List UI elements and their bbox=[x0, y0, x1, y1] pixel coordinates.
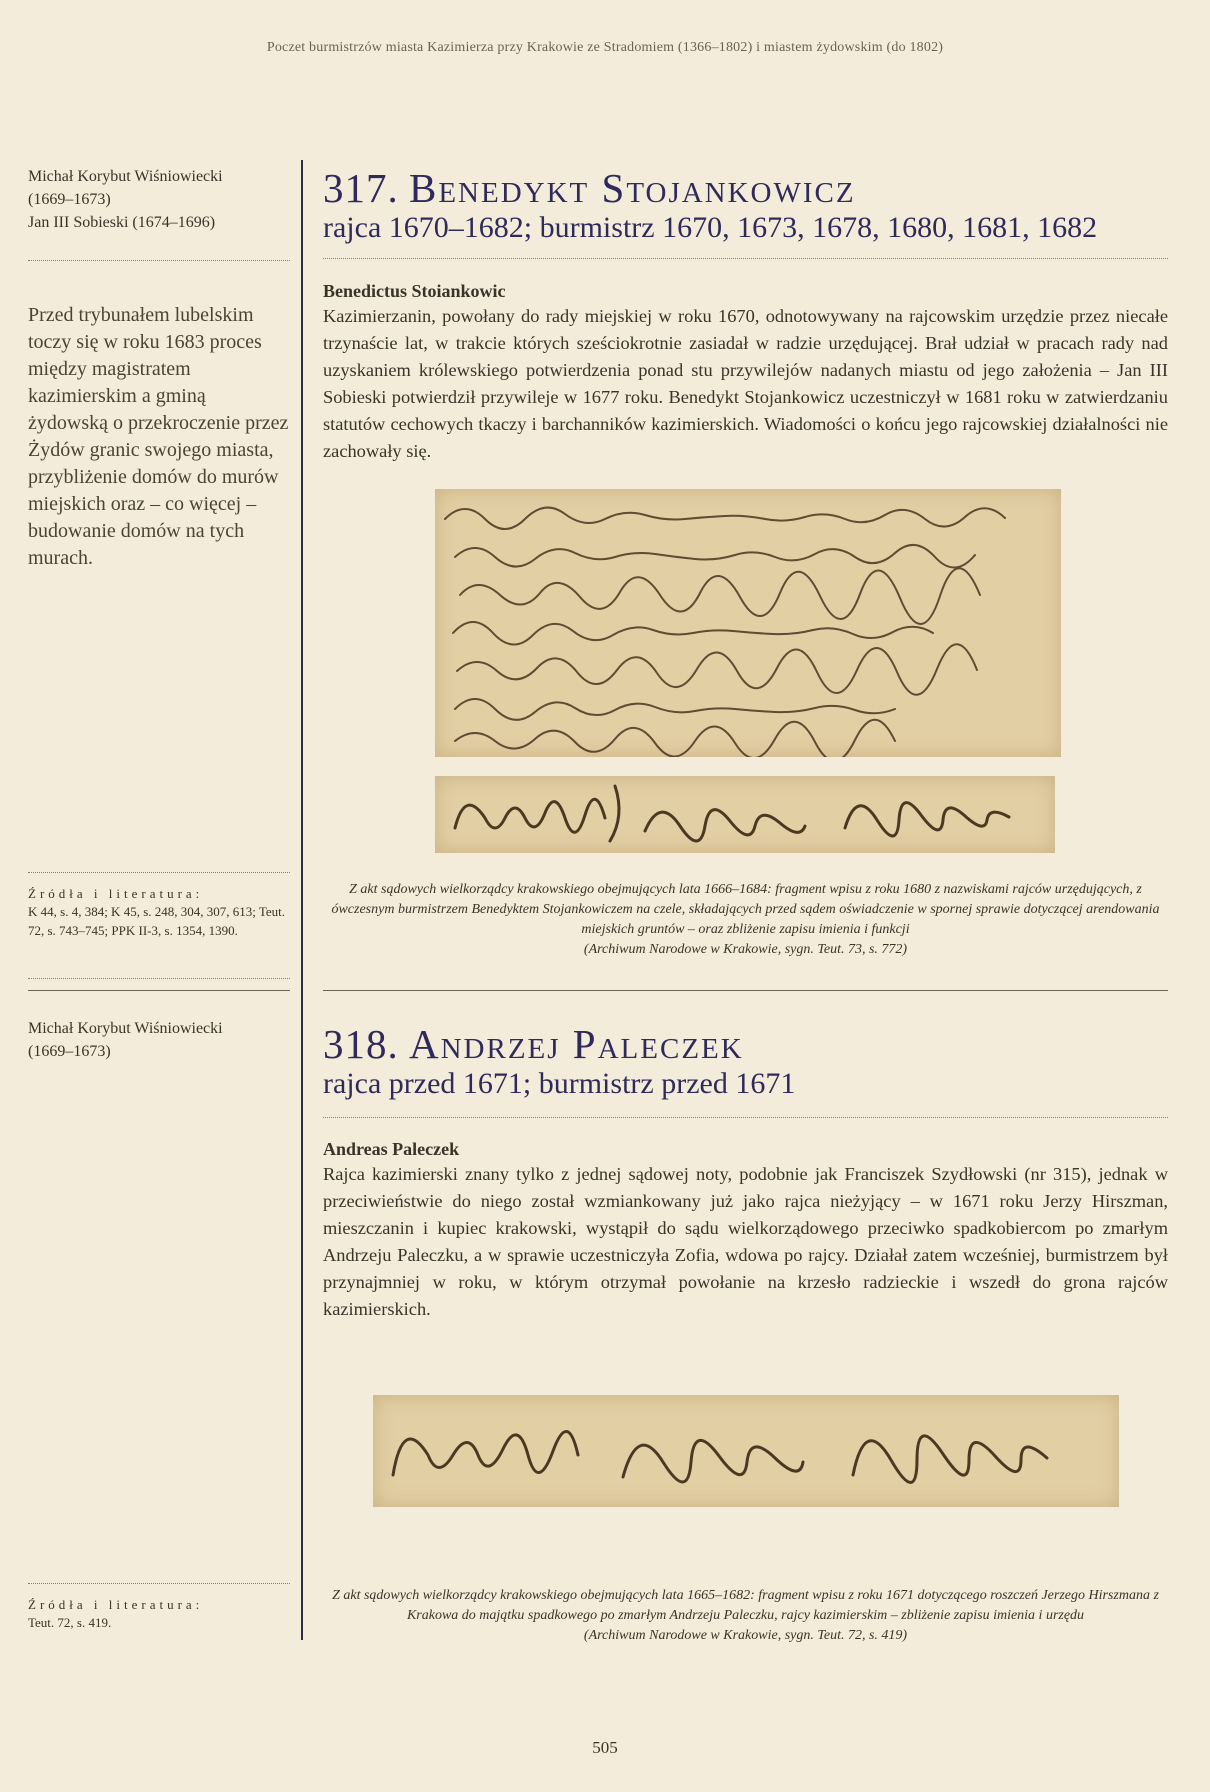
sources-list: K 44, s. 4, 384; K 45, s. 248, 304, 307, 613; Teut. 72, s. 743–745; PPK II-3, s. 1354, 1390. bbox=[28, 904, 286, 938]
margin-note-text: Przed trybunałem lubelskim toczy się w roku 1683 proces między magistratem kazimierskim a gminą żydowską o przekroczenie przez Żydów granic swojego miasta, przybliżenie domów do murów miejskich oraz – co więcej – budowanie domów na tych murach. bbox=[28, 304, 289, 569]
entry-divider bbox=[323, 258, 1168, 259]
caption-reference: (Archiwum Narodowe w Krakowie, sygn. Teut. 73, s. 772) bbox=[583, 942, 908, 957]
section-divider bbox=[323, 990, 1168, 991]
entry-subtitle: rajca przed 1671; burmistrz przed 1671 bbox=[323, 1067, 796, 1100]
margin-divider bbox=[28, 978, 290, 979]
sources-heading: Źródła i literatura: bbox=[28, 886, 204, 901]
entry-name: Benedykt Stojankowicz bbox=[409, 165, 856, 211]
margin-reign: Michał Korybut Wiśniowiecki bbox=[28, 1020, 223, 1037]
entry-title bbox=[323, 166, 1168, 210]
margin-divider bbox=[28, 1583, 290, 1584]
sources-list: Teut. 72, s. 419. bbox=[28, 1615, 112, 1630]
column-rule bbox=[301, 160, 303, 1640]
margin-divider bbox=[28, 990, 290, 991]
margin-reign: Jan III Sobieski (1674–1696) bbox=[28, 214, 216, 231]
entry-divider bbox=[323, 1117, 1168, 1118]
entry-317-heading bbox=[323, 166, 1168, 246]
figure-caption-317 bbox=[323, 880, 1168, 960]
margin-note bbox=[28, 302, 290, 572]
entry-318-body bbox=[323, 1137, 1168, 1323]
margin-divider bbox=[28, 260, 290, 261]
entry-subtitle: rajca 1670–1682; burmistrz 1670, 1673, 1678, 1680, 1681, 1682 bbox=[323, 211, 1098, 244]
margin-sources-317 bbox=[28, 886, 290, 940]
entry-name: Andrzej Paleczek bbox=[409, 1021, 744, 1067]
entry-title bbox=[323, 1022, 1168, 1066]
latin-name: Benedictus Stoiankowic bbox=[323, 281, 506, 301]
manuscript-image bbox=[435, 489, 1061, 757]
sources-heading: Źródła i literatura: bbox=[28, 1597, 204, 1612]
manuscript-closeup bbox=[373, 1395, 1119, 1507]
figure-caption-318 bbox=[323, 1586, 1168, 1646]
margin-reign: (1669–1673) bbox=[28, 191, 111, 208]
margin-block-317 bbox=[28, 165, 290, 234]
caption-reference: (Archiwum Narodowe w Krakowie, sygn. Teut. 72, s. 419) bbox=[583, 1628, 908, 1643]
page-number: 505 bbox=[592, 1738, 618, 1757]
running-head: Poczet burmistrzów miasta Kazimierza przy Krakowie ze Stradomiem (1366–1802) i miastem żydowskim (do 1802) bbox=[266, 40, 944, 55]
entry-text: Kazimierzanin, powołany do rady miejskiej w roku 1670, odnotowywany na rajcowskim urzędzie przez niecałe trzynaście lat, w trakcie których sześciokrotnie zasiadał w radzie urzędującej. Brał udział w pracach rady nad uzyskaniem królewskiego potwierdzenia ponad stu przywilejów nadanych miastu od jego założenia – Jan III Sobieski potwierdził przywileje w 1677 roku. Benedykt Stojankowicz uczestniczył w 1681 roku w zatwierdzaniu statutów cechowych tkaczy i barchanników kazimierskich. Wiadomości o końcu jego rajcowskiej działalności nie zachowały się. bbox=[323, 306, 1168, 461]
entry-317-body bbox=[323, 279, 1168, 465]
margin-reign: Michał Korybut Wiśniowiecki bbox=[28, 168, 223, 185]
caption-text: Z akt sądowych wielkorządcy krakowskiego obejmujących lata 1666–1684: fragment wpisu z roku 1680 z nazwiskami rajców urzędujących, z ówczesnym burmistrzem Benedyktem Stojankowiczem na czele, składających przed sądem oświadczenie w spornej sprawie dotyczącej arendowania miejskich gruntów – oraz zbliżenie zapisu imienia i funkcji bbox=[331, 882, 1160, 937]
manuscript-closeup bbox=[435, 776, 1055, 853]
latin-name: Andreas Paleczek bbox=[323, 1139, 460, 1159]
entry-number: 317. bbox=[323, 165, 399, 211]
entry-number: 318. bbox=[323, 1021, 399, 1067]
caption-text: Z akt sądowych wielkorządcy krakowskiego obejmujących lata 1665–1682: fragment wpisu z roku 1671 dotyczącego roszczeń Jerzego Hirszmana z Krakowa do majątku spadkowego po zmarłym Andrzeju Paleczku, rajcy kazimierskim – zbliżenie zapisu imienia i urzędu bbox=[332, 1588, 1159, 1623]
margin-divider bbox=[28, 872, 290, 873]
margin-block-318 bbox=[28, 1017, 290, 1063]
entry-text: Rajca kazimierski znany tylko z jednej sądowej noty, podobnie jak Franciszek Szydłowski (nr 315), jednak w przeciwieństwie do niego został wzmiankowany już jako rajca nieżyjący – w 1671 roku Jerzy Hirszman, mieszczanin i kupiec krakowski, wystąpił do sądu wielkorządowego przeciwko spadkobiercom po zmarłym Andrzeju Paleczku, a w sprawie uczestniczyła Zofia, wdowa po rajcy. Działał zatem wcześniej, burmistrzem był przynajmniej w roku, w którym otrzymał powołanie na krzesło radzieckie i wszedł do grona rajców kazimierskich. bbox=[323, 1164, 1168, 1319]
entry-318-heading bbox=[323, 1022, 1168, 1102]
margin-reign: (1669–1673) bbox=[28, 1043, 111, 1060]
margin-sources-318 bbox=[28, 1597, 290, 1632]
